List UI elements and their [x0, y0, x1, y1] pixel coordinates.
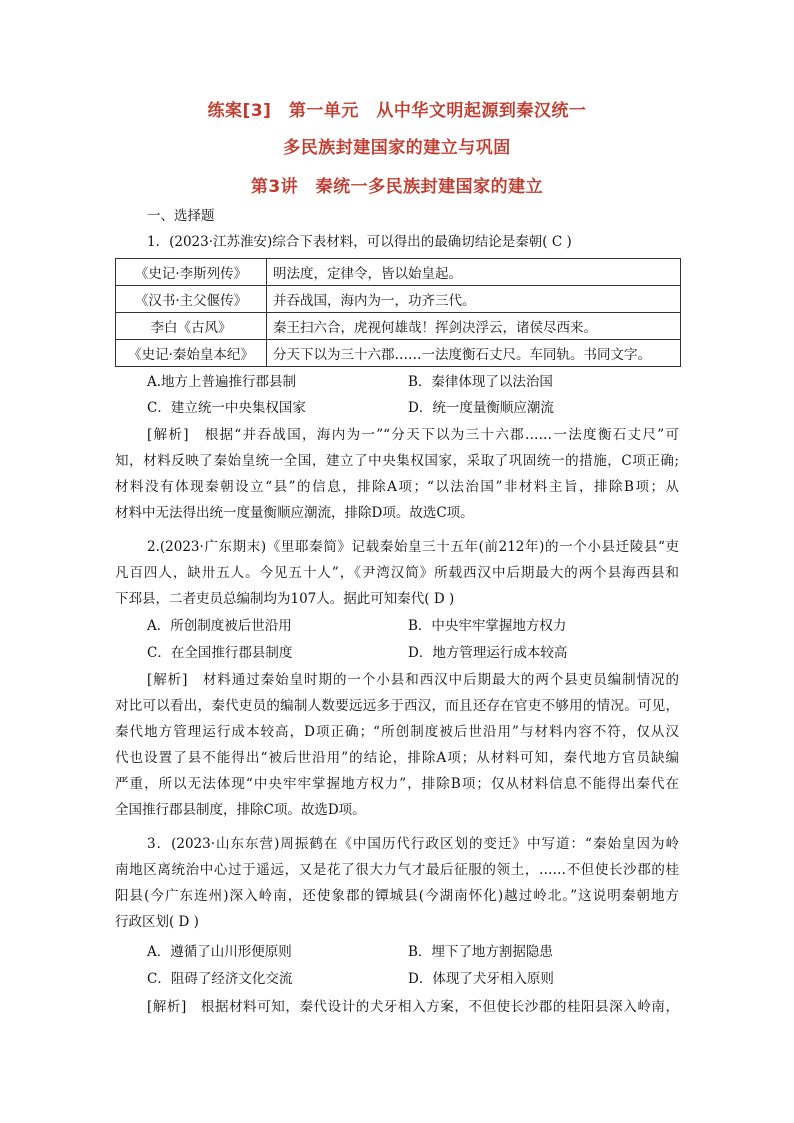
q1-analysis-line: 材料没有体现秦朝设立“县”的信息，排除A项；“以法治国”非材料主旨，排除B项；从: [115, 479, 679, 495]
table-cell-content: 明法度，定律令，皆以始皇起。: [267, 259, 681, 286]
q2-analysis-line: 对比可以看出，秦代吏员的编制人数要远远多于西汉，而且还存在官吏不够用的情况。可见，: [115, 698, 679, 714]
table-row: [116, 340, 681, 367]
q1-source-table: [115, 258, 681, 367]
q1-option-d: D．统一度量衡顺应潮流: [408, 400, 554, 416]
q2-analysis-line: 全国推行郡县制度，排除C项。故选D项。: [115, 802, 366, 818]
q2-stem-line: 2.(2023·广东期末)《里耶秦简》记载秦始皇三十五年(前212年)的一个小县迁陵县“吏: [147, 539, 679, 555]
q2-analysis-line: 代也设置了县不能得出“被后世沿用”的结论，排除A项；从材料可知，秦代地方官员缺编: [115, 750, 679, 766]
worksheet-title: 练案[3] 第一单元 从中华文明起源到秦汉统一: [207, 101, 587, 121]
q3-stem-line: 阳县(今广东连州)深入岭南，还使象郡的镡城县(今湖南怀化)越过岭北。”这说明秦朝地方: [115, 888, 679, 904]
q3-stem-line: 南地区离统治中心过于遥远，又是花了很大力气才最后征服的领土，……不但使长沙郡的桂: [115, 862, 679, 878]
table-cell-source: 《史记·李斯列传》: [116, 259, 267, 286]
table-cell-content: 秦王扫六合，虎视何雄哉！挥剑决浮云，诸侯尽西来。: [267, 313, 681, 340]
q1-option-c: C．建立统一中央集权国家: [147, 400, 306, 416]
table-row: [116, 286, 681, 313]
table-row: [116, 313, 681, 340]
lesson-title: 第3讲 秦统一多民族封建国家的建立: [250, 177, 544, 197]
q2-option-c: C．在全国推行郡县制度: [147, 645, 293, 661]
table-cell-source: 《史记·秦始皇本纪》: [116, 340, 267, 367]
q1-analysis-line: [解析] 根据“并吞战国，海内为一”“分天下以为三十六郡……一法度衡石丈尺”可: [147, 427, 679, 443]
table-cell-content: 并吞战国，海内为一，功齐三代。: [267, 286, 681, 313]
worksheet-subtitle: 多民族封建国家的建立与巩固: [283, 138, 511, 158]
q3-stem-line: 行政区划( D ): [115, 914, 199, 930]
q1-option-a: A.地方上普遍推行郡县制: [147, 374, 297, 390]
q2-stem-line: 下邳县，二者吏员总编制均为107人。据此可知秦代( D ): [115, 591, 455, 607]
q2-analysis-line: 严重，所以无法体现“中央牢牢掌握地方权力”，排除B项；仅从材料信息不能得出秦代在: [115, 776, 679, 792]
q3-stem-line: 3．(2023·山东东营)周振鹤在《中国历代行政区划的变迁》中写道：“秦始皇因为岭: [147, 836, 679, 852]
q3-analysis-line: [解析] 根据材料可知，秦代设计的犬牙相入方案，不但使长沙郡的桂阳县深入岭南，: [147, 999, 679, 1015]
q1-analysis-line: 材料中无法得出统一度量衡顺应潮流，排除D项。故选C项。: [115, 505, 474, 521]
table-cell-source: 《汉书·主父偃传》: [116, 286, 267, 313]
q1-stem: 1．(2023·江苏淮安)综合下表材料，可以得出的最确切结论是秦朝( C ): [147, 234, 572, 250]
q3-option-c: C．阻碍了经济文化交流: [147, 971, 293, 987]
table-row: [116, 259, 681, 286]
q1-analysis-line: 知，材料反映了秦始皇统一全国，建立了中央集权国家，采取了巩固统一的措施，C项正确;: [115, 453, 679, 469]
q2-option-a: A．所创制度被后世沿用: [147, 618, 292, 634]
table-cell-content: 分天下以为三十六郡……一法度衡石丈尺。车同轨。书同文字。: [267, 340, 681, 367]
q2-option-d: D．地方管理运行成本较高: [408, 645, 568, 661]
q2-analysis-line: 秦代地方管理运行成本较高，D项正确；“所创制度被后世沿用”与材料内容不符，仅从汉: [115, 724, 679, 740]
q3-option-b: B．埋下了地方割据隐患: [408, 944, 553, 960]
q3-option-d: D．体现了犬牙相入原则: [408, 971, 554, 987]
q2-analysis-line: [解析] 材料通过秦始皇时期的一个小县和西汉中后期最大的两个县吏员编制情况的: [147, 672, 679, 688]
q2-stem-line: 凡百四人，缺卅五人。今见五十人”，《尹湾汉简》所载西汉中后期最大的两个县海西县和: [115, 565, 679, 581]
section-label: 一、选择题: [147, 208, 215, 224]
table-cell-source: 李白《古风》: [116, 313, 267, 340]
q3-option-a: A．遵循了山川形便原则: [147, 944, 292, 960]
q2-option-b: B．中央牢牢掌握地方权力: [408, 618, 567, 634]
q1-option-b: B．秦律体现了以法治国: [408, 374, 553, 390]
